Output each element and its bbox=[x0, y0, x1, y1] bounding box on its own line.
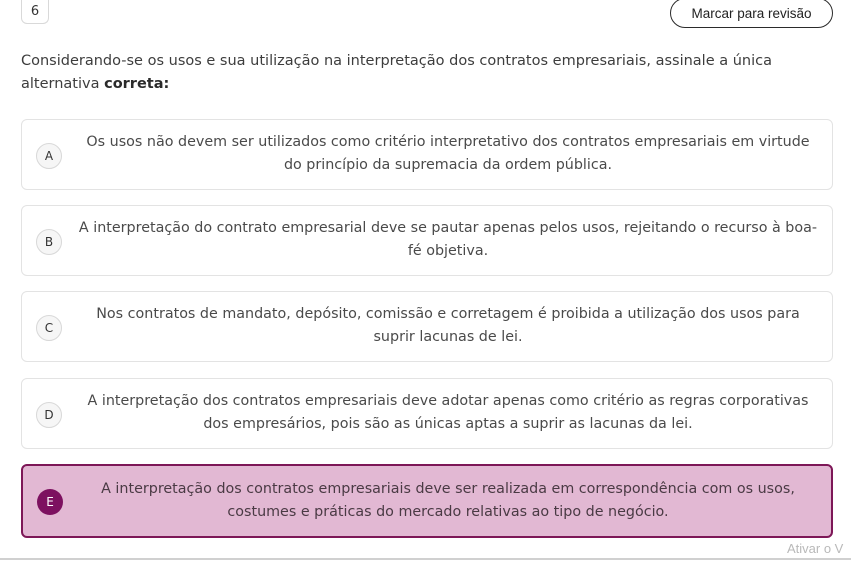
option-b-letter: B bbox=[36, 229, 62, 255]
question-stem-bold: correta: bbox=[104, 76, 170, 92]
option-e-text: A interpretação dos contratos empresariais deve ser realizada em correspondência com os usos, costumes e práticas do mercado relativas ao tipo de negócio. bbox=[101, 481, 795, 520]
option-a-letter: A bbox=[36, 143, 62, 169]
option-e[interactable] bbox=[21, 464, 833, 538]
question-stem-text: Considerando-se os usos e sua utilização na interpretação dos contratos empresariais, assinale a única alternativa bbox=[21, 53, 772, 92]
mark-for-review-button[interactable]: Marcar para revisão bbox=[670, 0, 833, 28]
activation-watermark: Ativar o V bbox=[787, 541, 844, 556]
option-d-text: A interpretação dos contratos empresariais deve adotar apenas como critério as regras corporativas dos empresários, pois são as únicas aptas a suprir as lacunas da lei. bbox=[87, 393, 809, 432]
bottom-divider bbox=[0, 558, 851, 560]
question-stem bbox=[21, 50, 811, 96]
option-d[interactable] bbox=[21, 378, 833, 449]
option-a[interactable] bbox=[21, 119, 833, 190]
option-d-letter: D bbox=[36, 402, 62, 428]
option-e-letter: E bbox=[37, 489, 63, 515]
option-a-text: Os usos não devem ser utilizados como critério interpretativo dos contratos empresariais em virtude do princípio da supremacia da ordem pública. bbox=[86, 134, 810, 173]
option-c-text: Nos contratos de mandato, depósito, comissão e corretagem é proibida a utilização dos usos para suprir lacunas de lei. bbox=[96, 306, 800, 345]
option-b-text: A interpretação do contrato empresarial deve se pautar apenas pelos usos, rejeitando o recurso à boa-fé objetiva. bbox=[78, 220, 818, 259]
option-c-letter: C bbox=[36, 315, 62, 341]
question-number: 6 bbox=[21, 0, 49, 24]
option-b[interactable] bbox=[21, 205, 833, 276]
option-c[interactable] bbox=[21, 291, 833, 362]
